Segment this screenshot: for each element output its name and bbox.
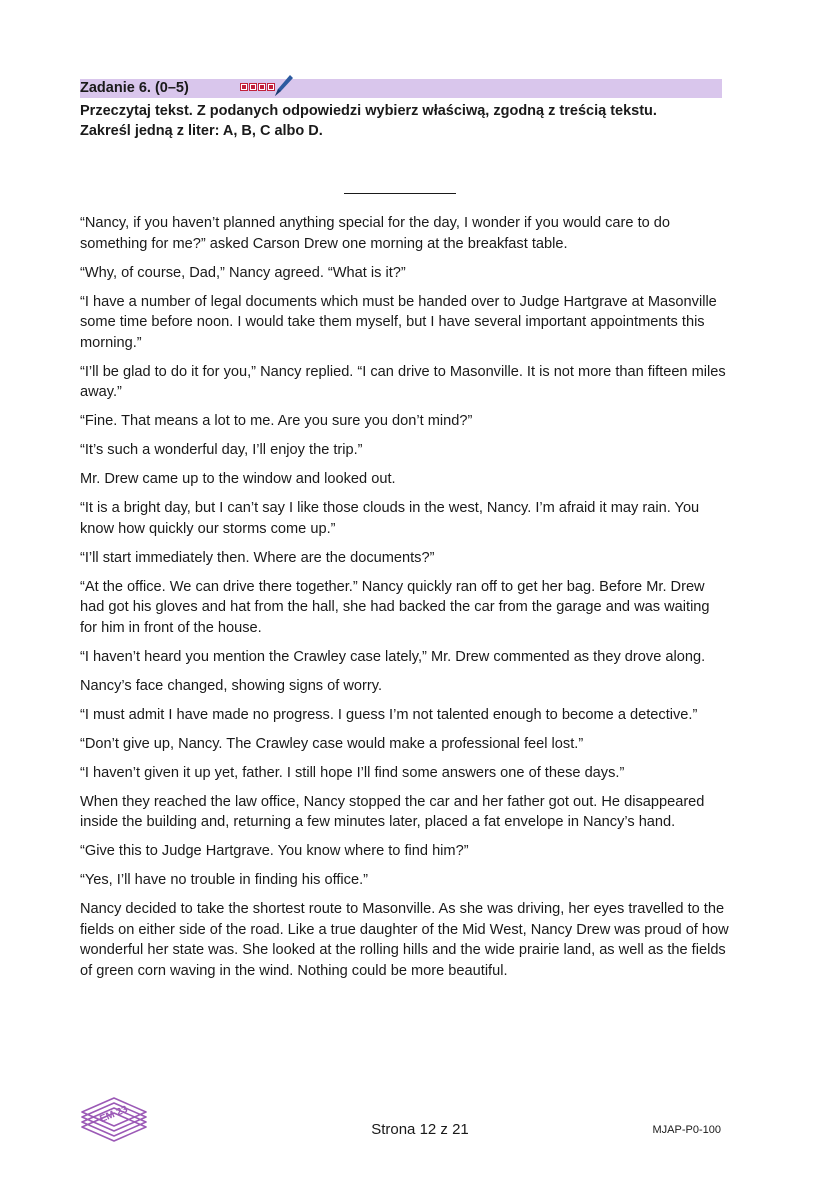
points-boxes [240,83,275,91]
story-paragraph: Mr. Drew came up to the window and looked out. [80,471,396,487]
point-box [249,83,257,91]
story-paragraph: “Fine. That means a lot to me. Are you sure you don’t mind?” [80,413,473,429]
point-box [258,83,266,91]
story-paragraph: “Nancy, if you haven’t planned anything special for the day, I wonder if you would care to do something for me?” asked Carson Drew one morning at the breakfast table. [80,215,671,252]
instructions [80,101,730,141]
story-paragraph: Nancy’s face changed, showing signs of worry. [80,677,383,694]
story-paragraph: “It is a bright day, but I can’t say I like those clouds in the west, Nancy. I’m afraid it may rain. You know how quickly our storms come up.” [80,500,700,537]
story-paragraph: “It’s such a wonderful day, I’ll enjoy the trip.” [80,442,363,458]
document-code: MJAP-P0-100 [652,1124,721,1136]
story-paragraph: “Give this to Judge Hartgrave. You know where to find him?” [80,843,469,859]
story-paragraph: When they reached the law office, Nancy stopped the car and her father got out. He disappeared inside the building and, returning a few minutes later, placed a fat envelope in Nancy’s hand. [80,793,705,830]
page-number: Strona 12 z 21 [371,1121,469,1138]
logo-text: EM 23 [98,1104,130,1126]
story-paragraph: “I haven’t given it up yet, father. I still hope I’ll find some answers one of these days.” [80,764,625,781]
divider-line [344,193,456,194]
instruction-line: Zakreśl jedną z liter: A, B, C albo D. [80,123,323,139]
instruction-line: Przeczytaj tekst. Z podanych odpowiedzi wybierz właściwą, zgodną z treścią tekstu. [80,103,657,119]
point-box [240,83,248,91]
task-title: Zadanie 6. (0–5) [80,80,189,96]
story-paragraph: “I have a number of legal documents which must be handed over to Judge Hartgrave at Masonville some time before noon. I would take them myself, but I have several important appointments this morning.” [80,293,717,351]
story-paragraph: “I’ll be glad to do it for you,” Nancy replied. “I can drive to Masonville. It is not more than fifteen miles away.” [80,363,726,400]
story-paragraph: “I haven’t heard you mention the Crawley case lately,” Mr. Drew commented as they drove along. [80,648,706,665]
story-paragraph: “I must admit I have made no progress. I guess I’m not talented enough to become a detective.” [80,706,698,723]
story-paragraph: “Don’t give up, Nancy. The Crawley case would make a professional feel lost.” [80,735,584,752]
story-paragraph: “Why, of course, Dad,” Nancy agreed. “What is it?” [80,264,406,281]
story-paragraph: “I’ll start immediately then. Where are the documents?” [80,549,435,566]
pen-icon [272,72,294,98]
story-paragraph: Nancy decided to take the shortest route to Masonville. As she was driving, her eyes travelled to the fields on either side of the road. Like a true daughter of the Mid West, Nancy Drew was proud of how wonderful her state was. She looked at the rolling hills and the wide prairie land, as well as the fields of green corn waving in the wind. Nothing could be more beautiful. [80,901,729,979]
story-text [80,213,730,990]
story-paragraph: “At the office. We can drive there together.” Nancy quickly ran off to get her bag. Before Mr. Drew had got his gloves and hat from the hall, she had backed the car from the garage and was waiting for him in front of the house. [80,578,710,636]
story-paragraph: “Yes, I’ll have no trouble in finding his office.” [80,872,368,888]
